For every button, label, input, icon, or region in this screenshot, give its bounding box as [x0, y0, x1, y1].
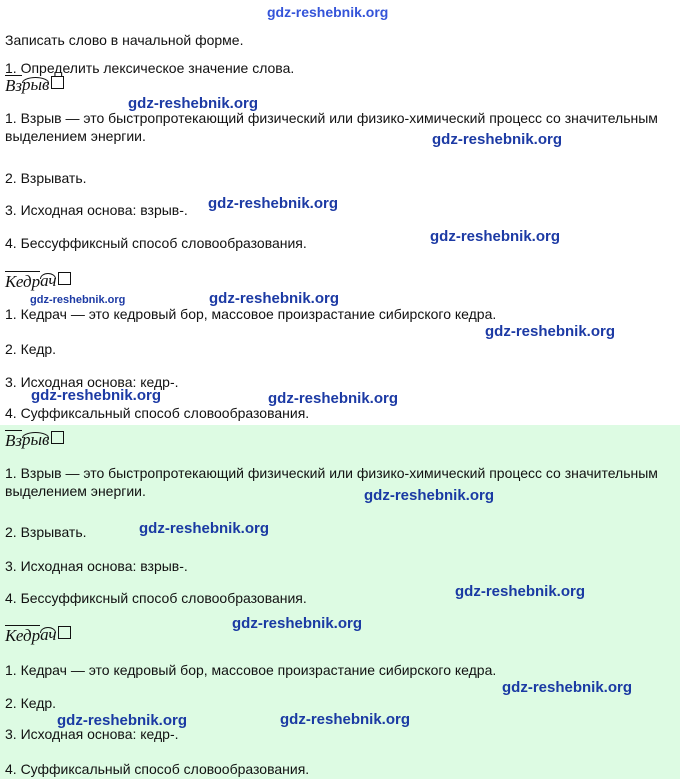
- watermark-text: gdz-reshebnik.org: [209, 290, 340, 307]
- watermark-text: gdz-reshebnik.org: [268, 390, 399, 407]
- headword-root: Вз: [5, 76, 23, 95]
- headword-suffix: рыв: [22, 430, 50, 449]
- watermark-text: gdz-reshebnik.org: [502, 679, 633, 696]
- watermark-text: gdz-reshebnik.org: [208, 195, 339, 212]
- section4-item4: 4. Суффиксальный способ словообразования.: [5, 761, 310, 777]
- section3-item3: 3. Исходная основа: взрыв-.: [5, 558, 188, 574]
- watermark-text: gdz-reshebnik.org: [232, 615, 363, 632]
- watermark-text: gdz-reshebnik.org: [139, 520, 270, 537]
- section2-item1: 1. Кедрач — это кедровый бор, массовое произрастание сибирского кедра.: [5, 306, 497, 322]
- headword-root: Кедр: [5, 272, 41, 291]
- section4-item3: 3. Исходная основа: кедр-.: [5, 726, 179, 742]
- watermark-text: gdz-reshebnik.org: [364, 487, 495, 504]
- section4-item1: 1. Кедрач — это кедровый бор, массовое произрастание сибирского кедра.: [5, 662, 497, 678]
- watermark-text: gdz-reshebnik.org: [432, 131, 563, 148]
- watermark-text: gdz-reshebnik.org: [31, 387, 162, 404]
- headword-suffix: ач: [40, 271, 57, 290]
- section1-item1: 1. Взрыв — это быстропротекающий физический или физико-химический процесс со значительным выделением энергии.: [5, 110, 658, 144]
- watermark-text: gdz-reshebnik.org: [57, 712, 188, 729]
- section2-item3: 3. Исходная основа: кедр-.: [5, 374, 179, 390]
- section3-item4: 4. Бессуффиксный способ словообразования.: [5, 590, 307, 606]
- watermark-text: gdz-reshebnik.org: [455, 583, 586, 600]
- section4-item2: 2. Кедр.: [5, 695, 57, 711]
- watermark-text: gdz-reshebnik.org: [280, 711, 411, 728]
- section1-item2: 2. Взрывать.: [5, 170, 87, 186]
- headword-root: Кедр: [5, 626, 41, 645]
- headword-root: Вз: [5, 431, 23, 450]
- intro-line: Записать слово в начальной форме.: [5, 32, 244, 48]
- watermark-text: gdz-reshebnik.org: [430, 228, 561, 245]
- watermark-text: gdz-reshebnik.org: [128, 95, 259, 112]
- section3-item2: 2. Взрывать.: [5, 524, 87, 540]
- section3-item1: 1. Взрыв — это быстропротекающий физический или физико-химический процесс со значительным выделением энергии.: [5, 465, 658, 499]
- headword-suffix: ач: [40, 625, 57, 644]
- section1-item3: 3. Исходная основа: взрыв-.: [5, 202, 188, 218]
- section2-item2: 2. Кедр.: [5, 341, 57, 357]
- cut-line: 1. Определить лексическое значение слова.: [5, 62, 295, 76]
- watermark-text: gdz-reshebnik.org: [485, 323, 616, 340]
- watermark-text: gdz-reshebnik.org: [267, 4, 389, 20]
- headword-suffix: рыв: [22, 75, 50, 94]
- section1-item4: 4. Бессуффиксный способ словообразования.: [5, 235, 307, 251]
- section2-item4: 4. Суффиксальный способ словообразования.: [5, 405, 310, 421]
- watermark-text: gdz-reshebnik.org: [30, 294, 126, 306]
